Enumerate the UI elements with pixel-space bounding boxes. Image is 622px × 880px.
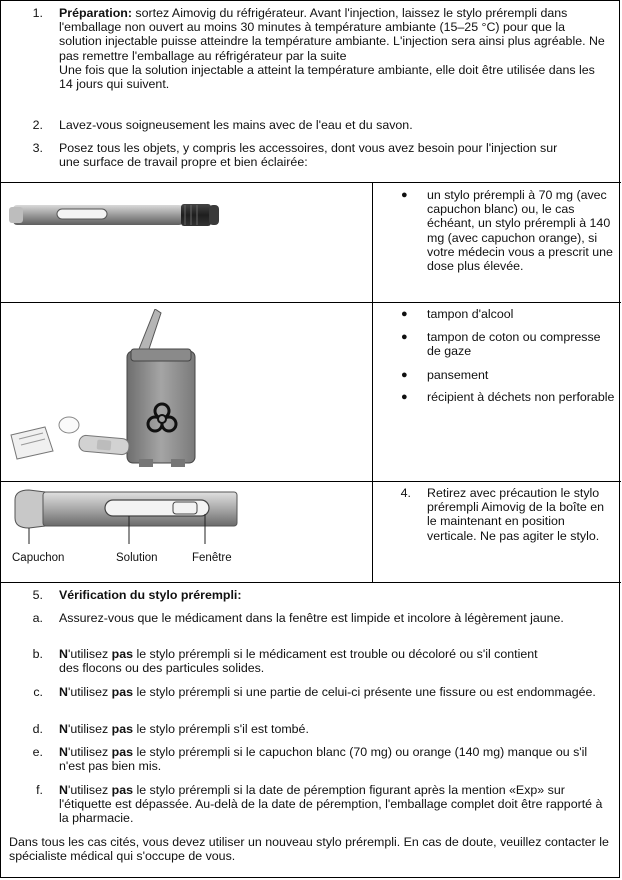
list-item [59,783,611,826]
emphasis-text: N [59,722,68,736]
table-divider [1,481,621,482]
step-2-number: 2. [32,118,43,132]
item-text: 'utilisez [67,647,112,661]
item-letter: e. [32,745,43,759]
footer-note: Dans tous les cas cités, vous devez utiliser un nouveau stylo prérempli. En cas de doute, veuillez contacter le spécialiste médical qui s'occupe de vous. [9,835,609,864]
step-1-heading: Préparation: [59,6,132,20]
list-item [59,611,615,625]
emphasis-text: pas [111,647,133,661]
emphasis-text: pas [111,745,133,759]
pen-label-solution: Solution [116,552,158,564]
pen-label-window: Fenêtre [192,552,232,564]
list-item [59,647,559,675]
item-text: 'utilisez [67,783,112,797]
step-1-body-2: Une fois que la solution injectable a atteint la température ambiante, elle doit être utilisée dans les 14 jours qui suivent. [59,62,595,92]
pen-label-cap: Capuchon [12,552,65,564]
item-text: 'utilisez [67,722,112,736]
emphasis-text: N [59,745,68,759]
list-item-text: tampon d'alcool [427,307,514,321]
supplies-image [9,309,229,475]
list-item [59,722,599,736]
step-2-text: Lavez-vous soigneusement les mains avec de l'eau et du savon. [59,118,413,132]
prefilled-pen-image [9,197,224,233]
list-item-text: pansement [427,368,489,382]
emphasis-text: N [59,783,68,797]
labeled-pen-image [9,486,239,548]
step-1-text [59,6,611,91]
item-text: le stylo prérempli si le médicament est trouble ou décoloré ou s'il contient des flocons ou des particules solides. [59,647,538,676]
item-text: le stylo prérempli si la date de péremption figurant après la mention «Exp» sur l'étiquette est dépassée. Au-delà de la date de péremption, l'emballage complet doit être rapporté à la pharmacie. [59,783,603,826]
list-item [59,745,599,773]
item-text: le stylo prérempli s'il est tombé. [133,722,309,736]
step-4-number: 4. [400,486,411,500]
emphasis-text: N [59,685,68,699]
table-divider [1,302,621,303]
table-divider [1,582,621,583]
item-text: le stylo prérempli si une partie de celui-ci présente une fissure ou est endommagée. [133,685,596,699]
list-item-text: tampon de coton ou compresse de gaze [427,330,601,359]
item-text: 'utilisez [67,745,112,759]
bullet-icon: ● [401,391,408,403]
bullet-icon: ● [401,308,408,320]
bullet-icon: ● [401,331,408,343]
table-divider [1,182,621,183]
emphasis-text: pas [111,722,133,736]
item-letter: d. [32,722,43,736]
emphasis-text: pas [111,783,133,797]
step-3-text: Posez tous les objets, y compris les accessoires, dont vous avez besoin pour l'injection sur une surface de travail propre et bien éclairée: [59,141,558,170]
list-item [59,685,609,699]
table-column-divider [372,182,373,582]
list-item-text: un stylo prérempli à 70 mg (avec capuchon blanc) ou, le cas échéant, un stylo prérempli à 140 mg (avec capuchon orange), si votre médecin vous a prescrit une dose plus élevée. [427,188,613,274]
step-4-text: Retirez avec précaution le stylo prérempli Aimovig de la boîte en le maintenant en position verticale. Ne pas agiter le stylo. [427,486,605,543]
step-1-body: sortez Aimovig du réfrigérateur. Avant l'injection, laissez le stylo prérempli dans l'emballage non ouvert au moins 30 minutes à température ambiante (15–25 °C) pour que la solution injectable puisse atteindre la température ambiante. L'injection sera ainsi plus agréable. Ne pas remettre l'emballage au réfrigérateur par la suite [59,6,605,63]
step-5-heading: Vérification du stylo prérempli: [59,588,242,602]
bullet-icon: ● [401,369,408,381]
item-letter: f. [36,783,43,797]
item-text: Assurez-vous que le médicament dans la fenêtre est limpide et incolore à légèrement jaune. [59,611,564,625]
step-3-number: 3. [32,141,43,155]
item-text: le stylo prérempli si le capuchon blanc (70 mg) ou orange (140 mg) manque ou s'il n'est pas bien mis. [59,745,588,774]
item-letter: c. [33,685,43,699]
step-1-number: 1. [32,6,43,20]
emphasis-text: N [59,647,68,661]
step-5-number: 5. [32,588,43,602]
list-item-text: récipient à déchets non perforable [427,390,615,404]
item-letter: a. [32,611,43,625]
item-text: 'utilisez [67,685,112,699]
bullet-icon: ● [401,189,408,201]
emphasis-text: pas [111,685,133,699]
item-letter: b. [32,647,43,661]
